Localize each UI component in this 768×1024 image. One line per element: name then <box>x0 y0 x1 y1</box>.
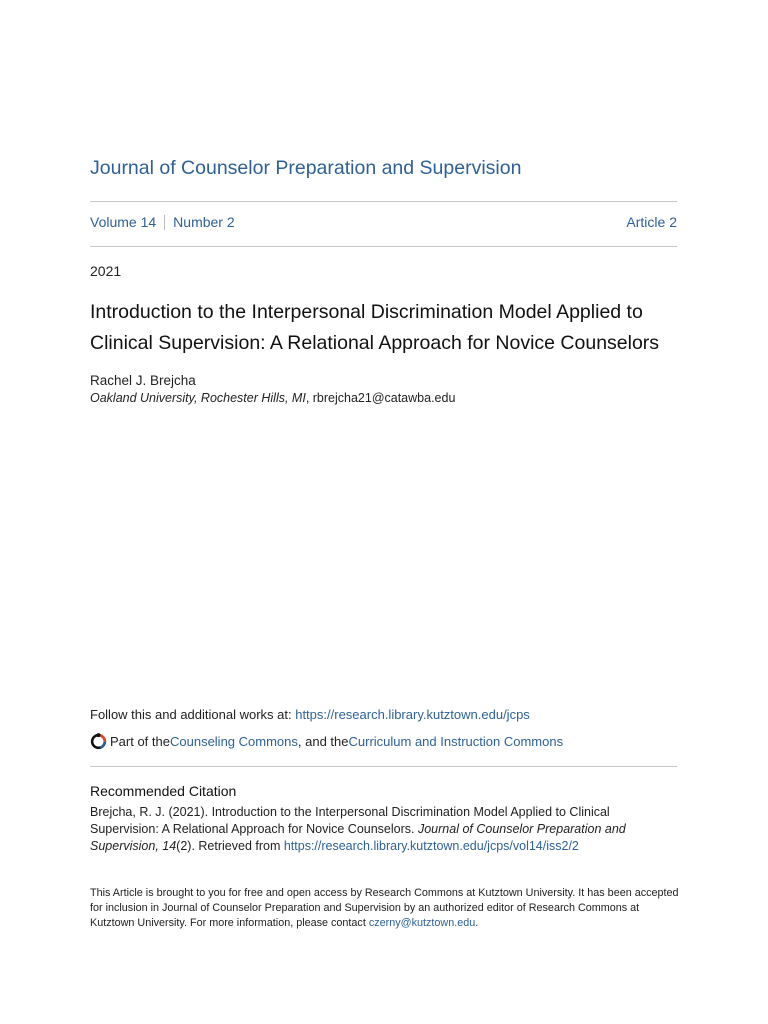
citation-url-link[interactable]: https://research.library.kutztown.edu/jcps/vol14/iss2/2 <box>283 839 579 853</box>
counseling-commons-link[interactable]: Counseling Commons <box>169 734 298 749</box>
network-commons-icon <box>90 733 107 750</box>
recommended-citation-heading: Recommended Citation <box>90 783 237 799</box>
article-number-link[interactable]: Article 2 <box>626 214 677 230</box>
issue-separator <box>164 215 165 230</box>
author-affiliation <box>90 391 455 405</box>
article-title-line-1: Introduction to the Interpersonal Discrimination Model Applied to <box>90 301 643 323</box>
author-name: Rachel J. Brejcha <box>90 373 196 388</box>
top-divider <box>90 201 677 202</box>
affiliation-text: Oakland University, Rochester Hills, MI <box>90 391 306 405</box>
citation-issue: (2). Retrieved from <box>176 839 284 853</box>
citation-divider <box>90 766 677 767</box>
issue-info-row <box>90 214 677 230</box>
issue-divider <box>90 246 677 247</box>
curriculum-commons-link[interactable]: Curriculum and Instruction Commons <box>348 734 564 749</box>
article-title <box>90 297 690 359</box>
volume-link[interactable]: Volume 14 <box>90 214 157 230</box>
collection-url-link[interactable]: https://research.library.kutztown.edu/jcps <box>295 707 530 722</box>
article-title-line-2: Clinical Supervision: A Relational Approach for Novice Counselors <box>90 332 660 354</box>
part-of-prefix: Part of the <box>110 734 170 749</box>
follow-label: Follow this and additional works at: <box>90 707 296 722</box>
author-email: , rbrejcha21@catawba.edu <box>305 391 456 405</box>
access-notice-text: This Article is brought to you for free and open access by Research Commons at Kutztown University. It has been accepted for inclusion in Journal of Counselor Preparation and Supervision by an authorized editor of Research Commons at Kutztown University. For more information, please contact <box>90 887 679 929</box>
citation-journal: Journal of Counselor Preparation and Supervision, 14 <box>90 822 626 853</box>
journal-title-link[interactable]: Journal of Counselor Preparation and Supervision <box>90 157 522 179</box>
part-of-line <box>90 733 563 750</box>
contact-email-link[interactable]: czerny@kutztown.edu <box>368 917 476 929</box>
publication-year: 2021 <box>90 263 122 279</box>
access-notice-end: . <box>475 917 479 929</box>
number-link[interactable]: Number 2 <box>173 214 235 230</box>
citation-body: Brejcha, R. J. (2021). Introduction to the Interpersonal Discrimination Model Applied to Clinical Supervision: A Relational Approach for Novice Counselors. <box>90 805 610 836</box>
access-notice <box>90 886 680 931</box>
citation-text <box>90 804 680 855</box>
part-of-middle: , and the <box>297 734 349 749</box>
follow-line <box>90 707 530 722</box>
